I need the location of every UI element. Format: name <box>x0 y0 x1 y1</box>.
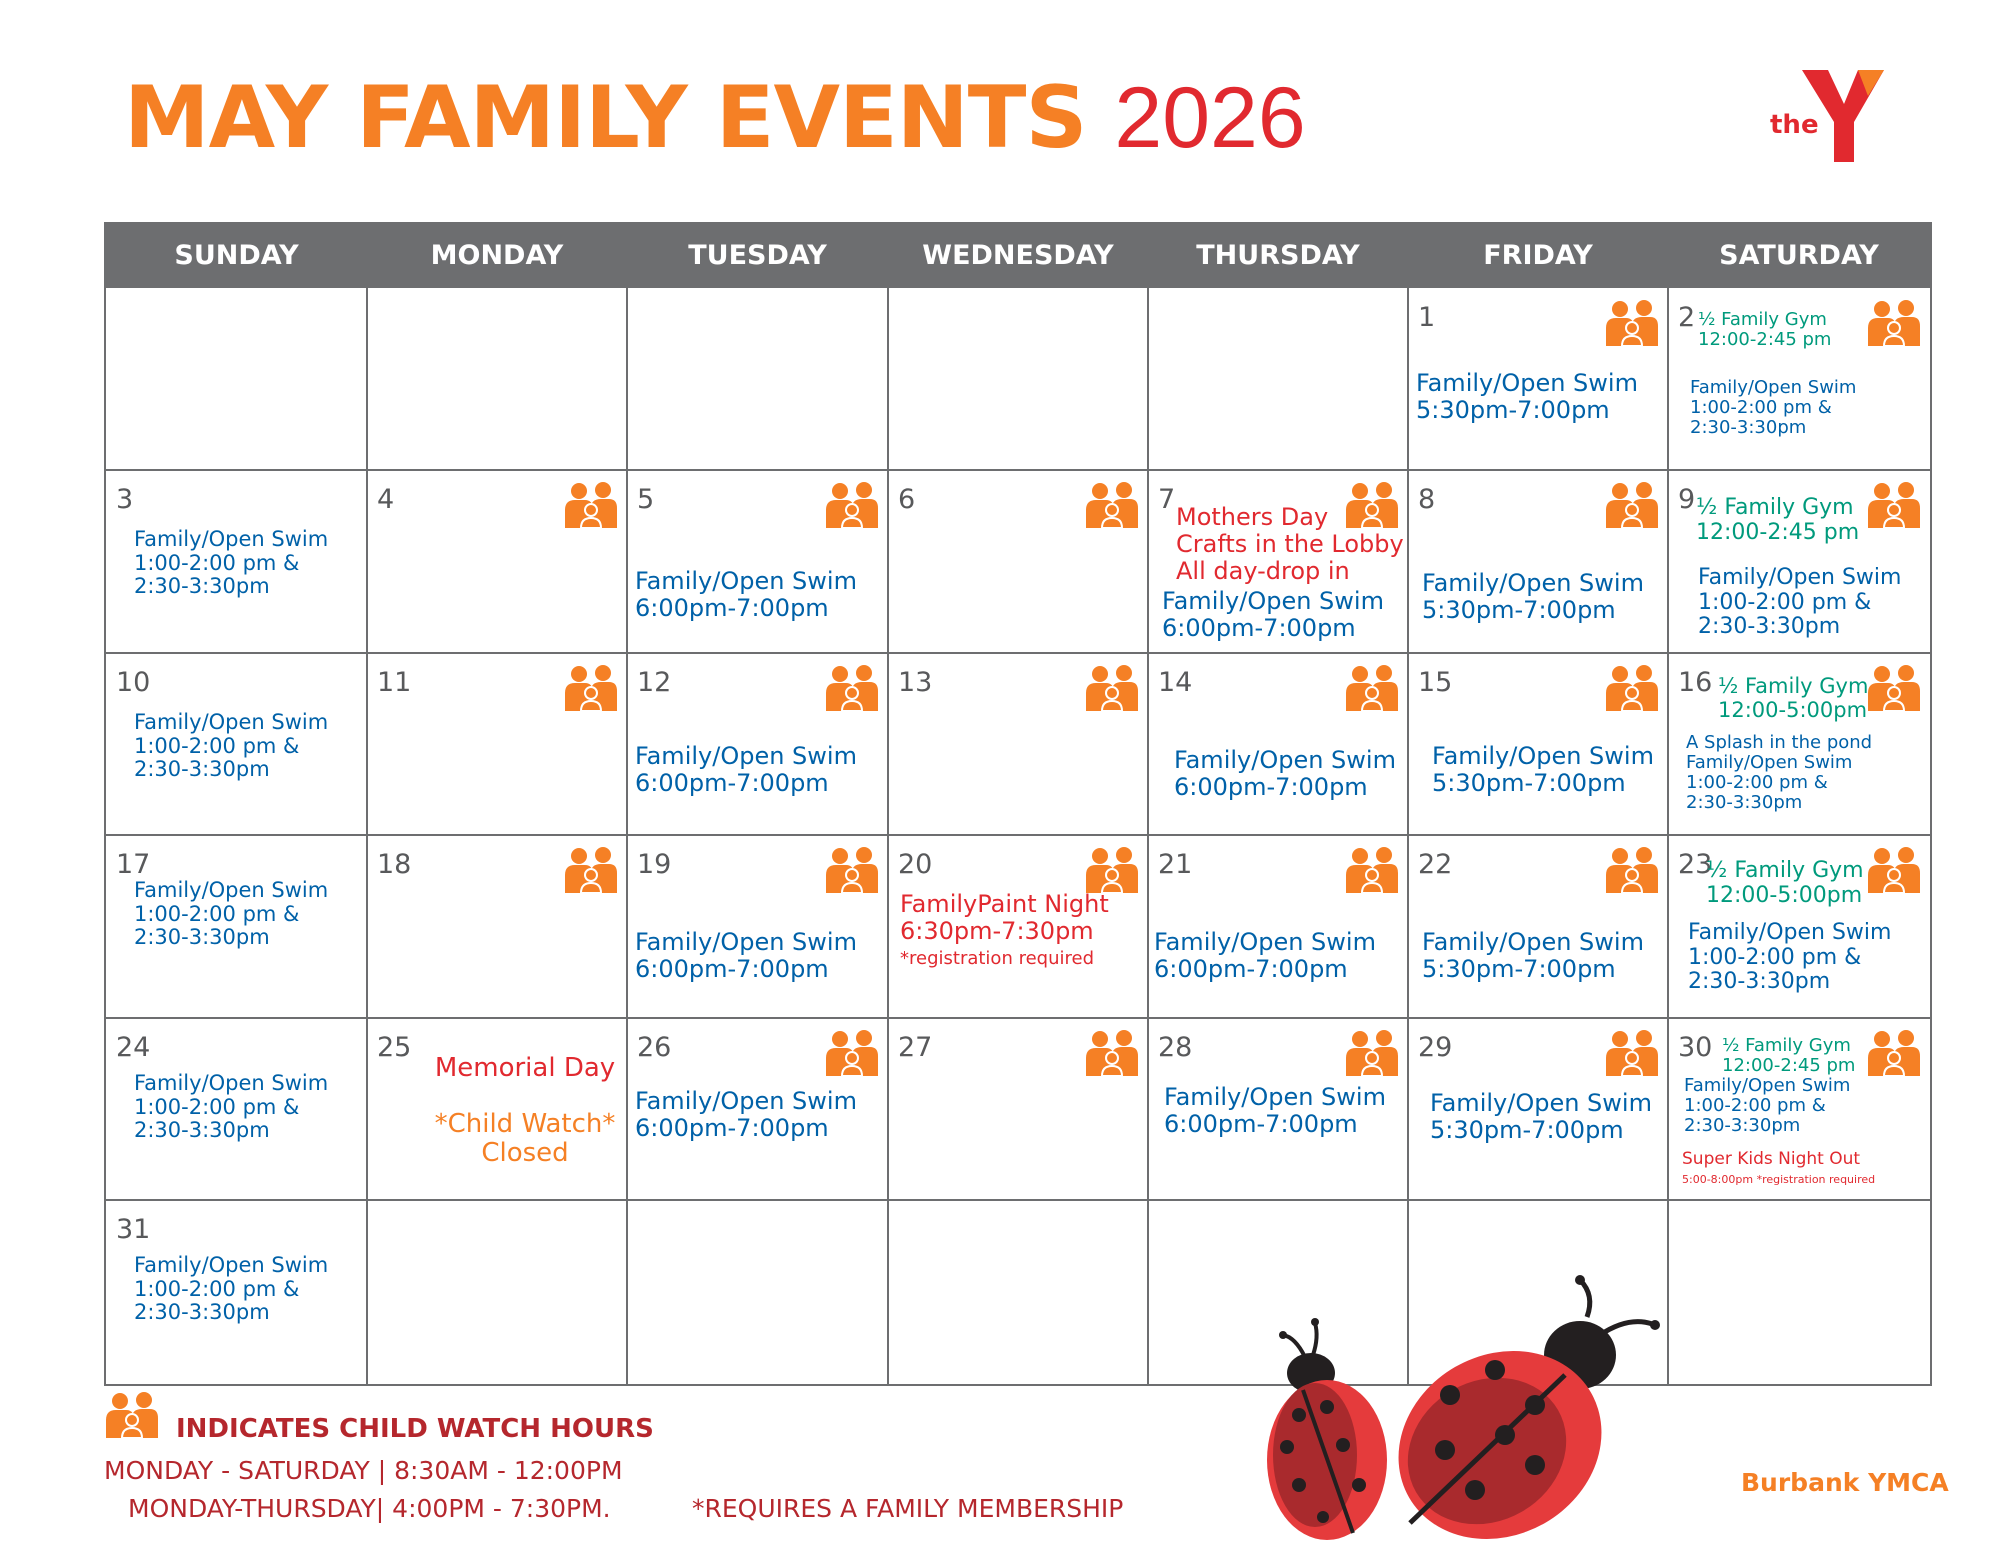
event-line: 6:00pm-7:00pm <box>635 1113 829 1142</box>
event-line: 2:30-3:30pm <box>134 574 270 599</box>
event-line: 5:30pm-7:00pm <box>1422 954 1616 983</box>
child-watch-icon <box>1084 1030 1140 1076</box>
child-watch-icon <box>1084 482 1140 528</box>
calendar-cell-day-18 <box>367 835 627 1018</box>
event-line: 2:30-3:30pm <box>134 1118 270 1143</box>
membership-note: *REQUIRES A FAMILY MEMBERSHIP <box>692 1494 1124 1523</box>
calendar-cell-day-14 <box>1148 653 1408 835</box>
event-line: Family/Open Swim <box>1684 1075 1851 1096</box>
day-number: 25 <box>377 1032 412 1063</box>
event-block <box>134 711 328 782</box>
day-number: 18 <box>377 849 412 880</box>
day-number: 6 <box>898 484 916 515</box>
event-line: Memorial Day <box>434 1053 616 1083</box>
day-number: 29 <box>1418 1032 1453 1063</box>
calendar-cell-day-16 <box>1668 653 1930 835</box>
event-line: A Splash in the pond <box>1686 732 1873 753</box>
calendar-cell-day-11 <box>367 653 627 835</box>
calendar-cell-day-22 <box>1408 835 1668 1018</box>
event-line: 1:00-2:00 pm & <box>1684 1095 1826 1117</box>
day-name-wednesday: WEDNESDAY <box>922 240 1114 271</box>
day-number: 7 <box>1158 484 1176 515</box>
event-block <box>635 568 857 622</box>
event-line: Family/Open Swim <box>1154 928 1376 956</box>
calendar-cell <box>627 1200 888 1384</box>
child-watch-icon <box>1604 300 1660 346</box>
child-watch-icon <box>563 665 619 711</box>
day-number: 17 <box>116 849 151 880</box>
event-line: 6:00pm-7:00pm <box>1154 954 1348 983</box>
calendar-cell-day-23 <box>1668 835 1930 1018</box>
child-watch-icon <box>1344 847 1400 893</box>
calendar-cell-day-26 <box>627 1018 888 1200</box>
event-block <box>1682 1150 1860 1169</box>
calendar-cell-day-27 <box>888 1018 1148 1200</box>
calendar-cell-day-12 <box>627 653 888 835</box>
calendar-cell-day-13 <box>888 653 1148 835</box>
event-line: *Child Watch* <box>434 1109 616 1139</box>
large-ladybug <box>1364 1275 1660 1545</box>
event-line: Family/Open Swim <box>134 527 329 551</box>
day-number: 4 <box>377 484 395 515</box>
branch-name: Burbank YMCA <box>1741 1468 1949 1497</box>
event-line: 5:30pm-7:00pm <box>1430 1115 1624 1144</box>
event-line: Family/Open Swim <box>1174 746 1396 774</box>
day-number: 22 <box>1418 849 1453 880</box>
calendar-cell-day-20 <box>888 835 1148 1018</box>
event-block <box>1422 929 1644 983</box>
event-block <box>134 1254 328 1325</box>
event-block <box>1698 310 1831 350</box>
calendar-cell-day-8 <box>1408 470 1668 653</box>
event-line: 12:00-5:00pm <box>1706 882 1863 908</box>
event-block <box>134 879 328 950</box>
child-watch-icon <box>824 665 880 711</box>
calendar-cell-day-29 <box>1408 1018 1668 1200</box>
calendar-cell <box>1668 1200 1930 1384</box>
day-number: 28 <box>1158 1032 1193 1063</box>
calendar-cell-day-19 <box>627 835 888 1018</box>
event-line: 12:00-5:00pm <box>1718 697 1868 722</box>
event-line: Family/Open Swim <box>635 928 857 956</box>
event-block <box>900 949 1094 969</box>
event-line: Family/Open Swim <box>635 567 857 595</box>
event-line: 12:00-2:45 pm <box>1722 1055 1856 1077</box>
event-line: Family/Open Swim <box>1430 1089 1652 1117</box>
legend-hours-mon-thu: MONDAY-THURSDAY| 4:00PM - 7:30PM. <box>128 1494 611 1523</box>
day-number: 12 <box>637 667 672 698</box>
event-line: 6:00pm-7:00pm <box>1174 772 1368 801</box>
event-line: Family/Open Swim <box>1422 569 1644 597</box>
child-watch-icon <box>1866 482 1922 528</box>
child-watch-icon <box>1084 847 1140 893</box>
event-block <box>1722 1036 1855 1076</box>
calendar-cell <box>888 1200 1148 1384</box>
day-number: 9 <box>1678 484 1696 515</box>
ymca-y-logo-icon <box>1802 70 1884 162</box>
event-block <box>1696 496 1859 545</box>
event-line: Family/Open Swim <box>134 1071 329 1095</box>
event-block <box>1430 1090 1652 1144</box>
legend-title: INDICATES CHILD WATCH HOURS <box>176 1414 654 1444</box>
event-block <box>1162 588 1384 642</box>
event-line: Family/Open Swim <box>134 1253 329 1277</box>
event-block <box>1688 921 1891 995</box>
day-number: 27 <box>898 1032 933 1063</box>
event-line: 1:00-2:00 pm & <box>1698 589 1872 615</box>
event-block <box>1686 733 1872 814</box>
child-watch-icon <box>1866 847 1922 893</box>
event-line: 2:30-3:30pm <box>134 925 270 950</box>
day-number: 16 <box>1678 667 1713 698</box>
event-line: 6:00pm-7:00pm <box>1164 1109 1358 1138</box>
event-line: Family/Open Swim <box>1690 377 1857 398</box>
calendar-cell-day-15 <box>1408 653 1668 835</box>
child-watch-icon <box>824 1030 880 1076</box>
day-number: 2 <box>1678 302 1696 333</box>
calendar-cell-day-17 <box>106 835 367 1018</box>
title-year: 2026 <box>1114 70 1306 166</box>
event-line: 1:00-2:00 pm & <box>134 550 300 575</box>
calendar-cell-day-9 <box>1668 470 1930 653</box>
event-block <box>1718 675 1868 722</box>
day-name-monday: MONDAY <box>430 240 564 271</box>
event-line: FamilyPaint Night <box>900 890 1109 918</box>
event-line: 12:00-2:45 pm <box>1696 519 1860 545</box>
event-line: 5:30pm-7:00pm <box>1422 595 1616 624</box>
day-number: 14 <box>1158 667 1193 698</box>
event-line: 1:00-2:00 pm & <box>134 901 300 926</box>
event-line: Family/Open Swim <box>1416 369 1638 397</box>
day-number: 23 <box>1678 849 1713 880</box>
event-block <box>1682 1174 1875 1186</box>
child-watch-icon <box>563 482 619 528</box>
event-line: Family/Open Swim <box>134 878 329 902</box>
day-number: 30 <box>1678 1032 1713 1063</box>
day-name-saturday: SATURDAY <box>1719 240 1879 271</box>
event-line: 5:30pm-7:00pm <box>1432 768 1626 797</box>
day-number: 19 <box>637 849 672 880</box>
event-line: Family/Open Swim <box>134 710 329 734</box>
event-line: 2:30-3:30pm <box>134 1300 270 1325</box>
event-block <box>635 743 857 797</box>
event-line: 6:30pm-7:30pm <box>900 916 1094 945</box>
event-block <box>134 528 328 599</box>
event-line: 6:00pm-7:00pm <box>635 768 829 797</box>
calendar-cell-day-3 <box>106 470 367 653</box>
day-number: 21 <box>1158 849 1193 880</box>
calendar-cell-day-1 <box>1408 288 1668 470</box>
child-watch-icon <box>1604 665 1660 711</box>
calendar-cell <box>888 288 1148 470</box>
calendar-cell-day-2 <box>1668 288 1930 470</box>
day-number: 3 <box>116 484 134 515</box>
event-line: ½ Family Gym <box>1698 309 1827 330</box>
event-line: 2:30-3:30pm <box>1686 792 1803 814</box>
calendar-cell-day-24 <box>106 1018 367 1200</box>
child-watch-icon <box>563 847 619 893</box>
calendar-cell-day-7 <box>1148 470 1408 653</box>
calendar-cell-day-6 <box>888 470 1148 653</box>
event-line: Family/Open Swim <box>1688 920 1892 945</box>
event-block <box>134 1072 328 1143</box>
event-block <box>1154 929 1376 983</box>
event-line: 5:30pm-7:00pm <box>1416 395 1610 424</box>
child-watch-icon <box>1604 482 1660 528</box>
event-block <box>367 1054 627 1083</box>
event-line: Super Kids Night Out <box>1682 1149 1861 1169</box>
event-line: Family/Open Swim <box>635 742 857 770</box>
event-line: Family/Open Swim <box>1164 1083 1386 1111</box>
child-watch-icon <box>1866 1030 1922 1076</box>
event-line: 1:00-2:00 pm & <box>134 1276 300 1301</box>
event-line: 1:00-2:00 pm & <box>134 1094 300 1119</box>
event-block <box>1176 504 1404 585</box>
event-line: 12:00-2:45 pm <box>1698 329 1832 351</box>
calendar-cell-day-21 <box>1148 835 1408 1018</box>
child-watch-icon <box>1866 665 1922 711</box>
event-line: Family/Open Swim <box>1162 587 1384 615</box>
calendar-cell-day-25 <box>367 1018 627 1200</box>
day-number: 31 <box>116 1214 151 1245</box>
event-line: 2:30-3:30pm <box>1688 969 1831 995</box>
event-line: Family/Open Swim <box>1686 752 1853 774</box>
small-ladybug <box>1267 1318 1387 1540</box>
event-line: *registration required <box>900 948 1094 969</box>
child-watch-icon <box>1866 300 1922 346</box>
day-number: 15 <box>1418 667 1453 698</box>
event-block <box>1174 747 1396 801</box>
event-line: 1:00-2:00 pm & <box>1686 772 1828 794</box>
event-line: ½ Family Gym <box>1706 858 1864 883</box>
event-block <box>1698 566 1901 640</box>
event-line: 1:00-2:00 pm & <box>134 733 300 758</box>
logo-the-text: the <box>1770 110 1819 140</box>
day-name-thursday: THURSDAY <box>1196 240 1360 271</box>
event-line: Crafts in the Lobby <box>1176 529 1404 558</box>
event-block <box>635 1088 857 1142</box>
child-watch-icon <box>1604 1030 1660 1076</box>
calendar-cell <box>1148 288 1408 470</box>
calendar-cell-day-30 <box>1668 1018 1930 1200</box>
event-block <box>1684 1076 1850 1136</box>
calendar-grid <box>104 222 1932 1386</box>
page-title <box>124 68 1306 168</box>
child-watch-icon <box>1344 1030 1400 1076</box>
event-block <box>635 929 857 983</box>
event-line: 2:30-3:30pm <box>1684 1115 1801 1137</box>
event-block <box>1432 743 1654 797</box>
calendar-cell <box>106 288 367 470</box>
event-line: 1:00-2:00 pm & <box>1690 397 1832 419</box>
event-line: Family/Open Swim <box>1432 742 1654 770</box>
child-watch-icon <box>1604 847 1660 893</box>
day-number: 5 <box>637 484 655 515</box>
day-number: 24 <box>116 1032 151 1063</box>
event-block <box>367 1110 627 1168</box>
event-line: 6:00pm-7:00pm <box>1162 613 1356 642</box>
child-watch-icon <box>104 1392 160 1438</box>
day-number: 1 <box>1418 302 1436 333</box>
event-line: Family/Open Swim <box>1698 565 1902 590</box>
calendar-cell <box>627 288 888 470</box>
child-watch-icon <box>1344 665 1400 711</box>
title-text: MAY FAMILY EVENTS <box>124 68 1087 168</box>
day-number: 20 <box>898 849 933 880</box>
day-name-tuesday: TUESDAY <box>688 240 827 271</box>
event-line: 6:00pm-7:00pm <box>635 954 829 983</box>
day-number: 26 <box>637 1032 672 1063</box>
event-line: 1:00-2:00 pm & <box>1688 944 1862 970</box>
day-name-sunday: SUNDAY <box>174 240 299 271</box>
event-line: 6:00pm-7:00pm <box>635 593 829 622</box>
calendar-cell-day-5 <box>627 470 888 653</box>
event-line: Family/Open Swim <box>1422 928 1644 956</box>
calendar-cell <box>367 1200 627 1384</box>
day-number: 13 <box>898 667 933 698</box>
event-block <box>1416 370 1638 424</box>
event-line: Closed <box>481 1138 569 1169</box>
event-line: 5:00-8:00pm *registration required <box>1682 1173 1876 1186</box>
calendar-cell-day-28 <box>1148 1018 1408 1200</box>
calendar-cell-day-10 <box>106 653 367 835</box>
event-line: Family/Open Swim <box>635 1087 857 1115</box>
day-name-friday: FRIDAY <box>1483 240 1593 271</box>
event-line: ½ Family Gym <box>1696 495 1854 520</box>
event-line: ½ Family Gym <box>1718 674 1869 698</box>
calendar-cell <box>367 288 627 470</box>
child-watch-icon <box>824 847 880 893</box>
day-number: 8 <box>1418 484 1436 515</box>
event-block <box>1706 859 1864 908</box>
day-number: 11 <box>377 667 412 698</box>
event-line: 2:30-3:30pm <box>134 757 270 782</box>
child-watch-icon <box>1084 665 1140 711</box>
event-block <box>900 891 1109 945</box>
day-number: 10 <box>116 667 151 698</box>
event-line: All day-drop in <box>1176 556 1350 585</box>
event-block <box>1164 1084 1386 1138</box>
event-block <box>1422 570 1644 624</box>
event-block <box>1690 378 1856 438</box>
child-watch-icon <box>824 482 880 528</box>
calendar-cell-day-4 <box>367 470 627 653</box>
event-line: 2:30-3:30pm <box>1690 417 1807 439</box>
event-line: Mothers Day <box>1176 503 1329 531</box>
ymca-logo <box>1770 70 1900 170</box>
legend-hours-mon-sat: MONDAY - SATURDAY | 8:30AM - 12:00PM <box>104 1456 623 1485</box>
event-line: 2:30-3:30pm <box>1698 614 1841 640</box>
event-line: ½ Family Gym <box>1722 1035 1851 1056</box>
ladybugs-illustration <box>1235 1275 1665 1545</box>
calendar-cell-day-31 <box>106 1200 367 1384</box>
